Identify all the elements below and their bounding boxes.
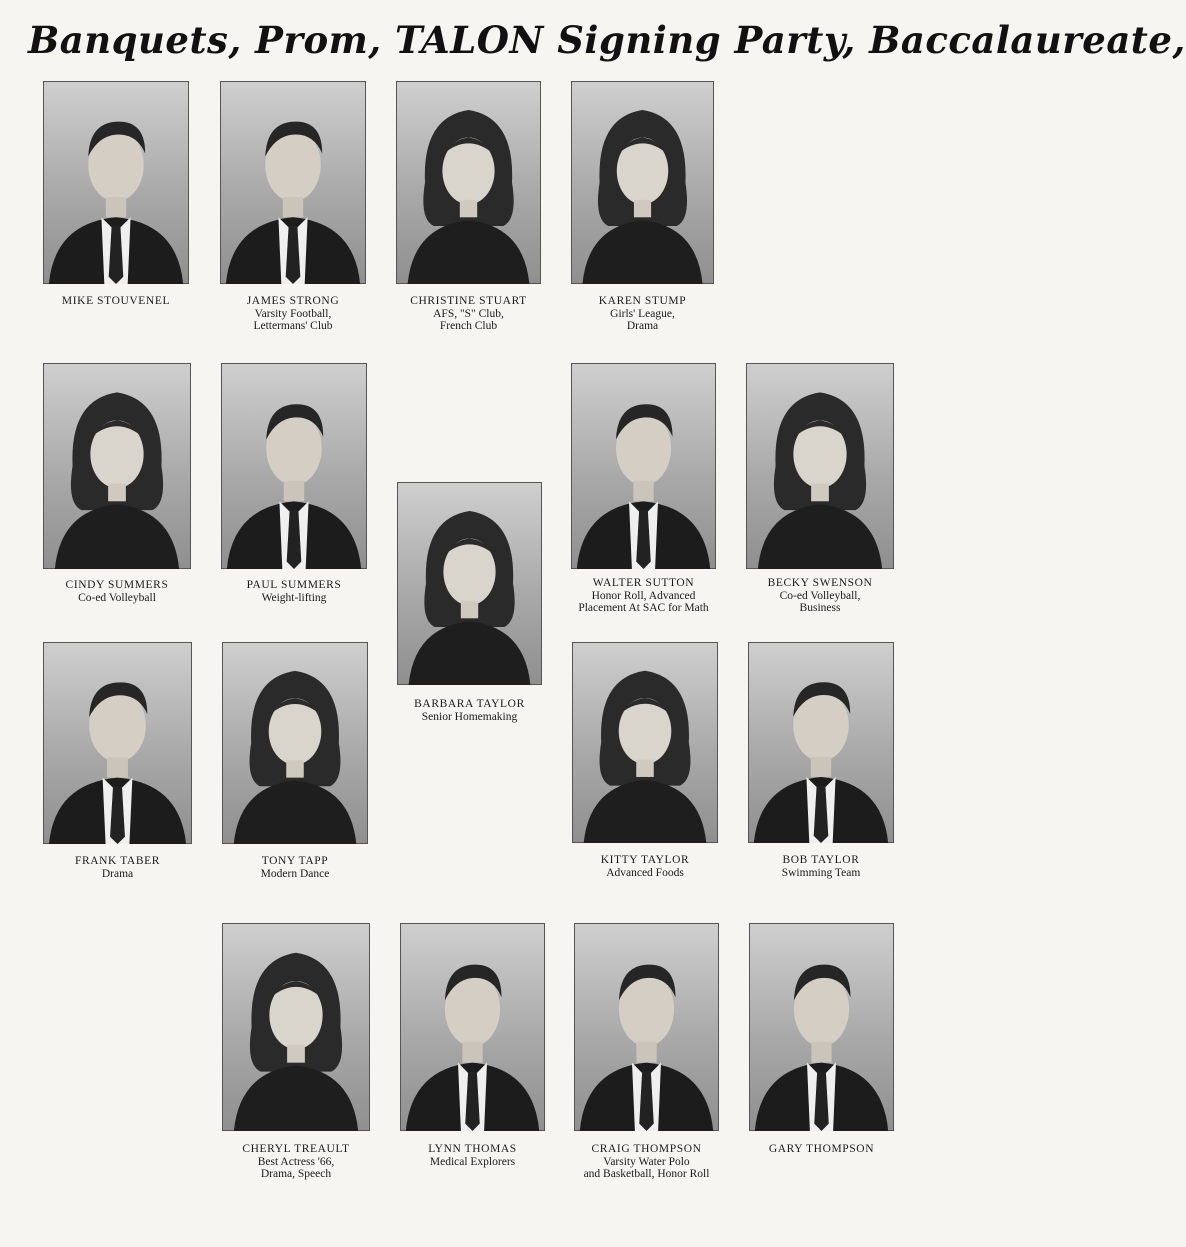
portrait-silhouette	[221, 363, 367, 569]
portrait-silhouette	[746, 363, 894, 569]
student-name: MIKE STOUVENEL	[61, 295, 171, 307]
student-activity: Drama	[626, 320, 659, 332]
student-photo	[221, 363, 367, 569]
portrait-silhouette	[571, 363, 716, 569]
student-photo	[43, 642, 192, 844]
student-photo	[748, 642, 894, 843]
portrait-silhouette	[400, 923, 545, 1131]
student-activity: Weight-lifting	[261, 591, 327, 604]
student-activity: Senior Homemaking	[421, 710, 518, 723]
student-activity: Honor Roll, Advanced	[591, 589, 696, 602]
student-photo	[222, 642, 368, 844]
student-activity: Drama	[101, 867, 134, 880]
student-name: KAREN STUMP	[598, 295, 687, 307]
student-photo	[400, 923, 545, 1131]
student-activity: Girls' League,	[610, 307, 675, 320]
portrait-silhouette	[574, 923, 719, 1131]
student-activity: Modern Dance	[260, 867, 330, 880]
portrait-silhouette	[748, 642, 894, 843]
student-photo	[749, 923, 894, 1131]
student-activity: Co-ed Volleyball,	[779, 589, 861, 602]
student-photo	[571, 81, 714, 284]
student-name: GARY THOMPSON	[768, 1143, 875, 1155]
student-activity: Advanced Foods	[606, 866, 684, 879]
portrait-silhouette	[43, 642, 192, 844]
student-activity: Placement At SAC for Math	[578, 602, 709, 614]
student-name: BARBARA TAYLOR	[414, 698, 525, 710]
portrait-silhouette	[43, 363, 191, 569]
portrait-silhouette	[220, 81, 366, 284]
student-name: JAMES STRONG	[246, 295, 340, 307]
page-heading: Banquets, Prom, TALON Signing Party, Baccalaureate,	[28, 18, 1186, 62]
student-name: CRAIG THOMPSON	[591, 1143, 702, 1155]
student-name: PAUL SUMMERS	[246, 579, 342, 591]
student-activity: French Club	[439, 320, 498, 332]
student-name: TONY TAPP	[261, 855, 329, 867]
student-activity: Co-ed Volleyball	[78, 591, 156, 604]
student-activity: Medical Explorers	[429, 1155, 516, 1168]
student-name: BECKY SWENSON	[767, 577, 873, 589]
student-activity: Lettermans' Club	[253, 320, 333, 332]
student-name: KITTY TAYLOR	[600, 854, 690, 866]
student-photo	[43, 81, 189, 284]
student-photo	[43, 363, 191, 569]
portrait-silhouette	[571, 81, 714, 284]
portrait-silhouette	[396, 81, 541, 284]
student-activity: and Basketball, Honor Roll	[583, 1168, 710, 1180]
student-name: LYNN THOMAS	[428, 1143, 517, 1155]
student-photo	[220, 81, 366, 284]
student-name: FRANK TABER	[74, 855, 161, 867]
student-activity: Business	[799, 602, 841, 614]
student-name: CINDY SUMMERS	[65, 579, 169, 591]
student-photo	[222, 923, 370, 1131]
portrait-silhouette	[397, 482, 542, 685]
student-photo	[396, 81, 541, 284]
student-name: BOB TAYLOR	[782, 854, 860, 866]
student-activity: AFS, "S" Club,	[433, 307, 504, 320]
student-name: CHRISTINE STUART	[410, 295, 527, 307]
portrait-silhouette	[572, 642, 718, 843]
portrait-silhouette	[43, 81, 189, 284]
student-photo	[572, 642, 718, 843]
student-photo	[571, 363, 716, 569]
student-photo	[746, 363, 894, 569]
student-photo	[397, 482, 542, 685]
student-activity: Varsity Water Polo	[603, 1155, 690, 1168]
student-name: CHERYL TREAULT	[242, 1143, 350, 1155]
student-activity: Swimming Team	[781, 866, 861, 879]
student-activity: Drama, Speech	[260, 1168, 332, 1180]
student-photo	[574, 923, 719, 1131]
portrait-silhouette	[749, 923, 894, 1131]
student-activity: Best Actress '66,	[257, 1155, 335, 1168]
student-activity: Varsity Football,	[254, 307, 332, 320]
portrait-silhouette	[222, 642, 368, 844]
portrait-silhouette	[222, 923, 370, 1131]
student-name: WALTER SUTTON	[592, 577, 695, 589]
